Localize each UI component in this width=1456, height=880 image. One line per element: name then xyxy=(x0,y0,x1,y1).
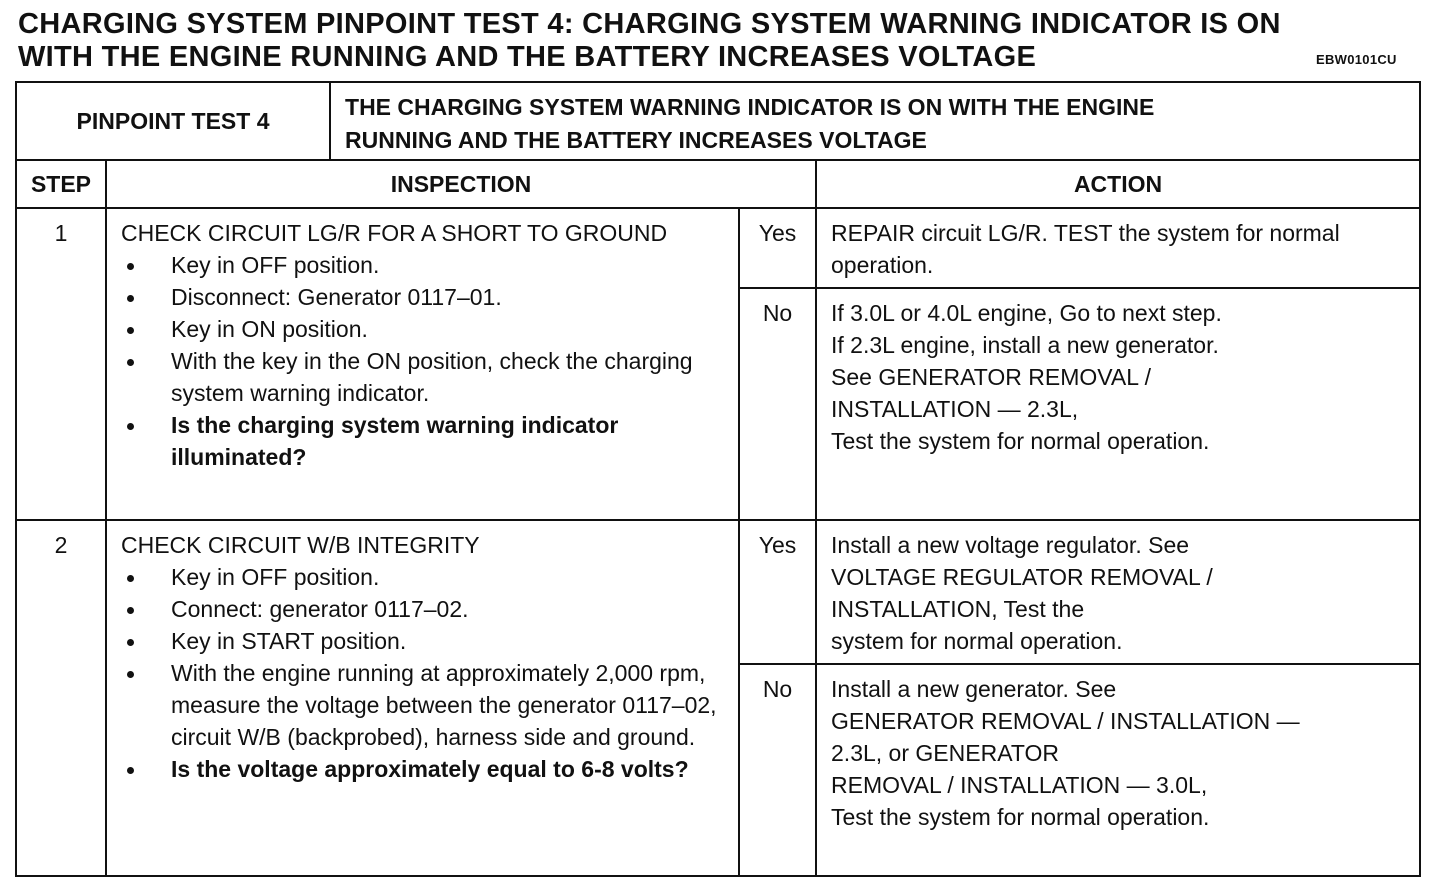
check-title: CHECK CIRCUIT LG/R FOR A SHORT TO GROUND xyxy=(121,220,668,246)
list-item: Connect: generator 0117–02. xyxy=(121,593,728,625)
inspection-question: Is the charging system warning indicator illuminated? xyxy=(121,409,728,473)
inspection-bullets xyxy=(121,561,728,785)
action-line: system for normal operation. xyxy=(831,628,1123,654)
action-line: REMOVAL / INSTALLATION — 3.0L, xyxy=(831,772,1208,798)
no-label: No xyxy=(739,664,816,876)
action-line: If 2.3L engine, install a new generator. xyxy=(831,332,1219,358)
list-item: Key in ON position. xyxy=(121,313,728,345)
action-line: VOLTAGE REGULATOR REMOVAL / xyxy=(831,564,1213,590)
yes-label: Yes xyxy=(739,520,816,664)
action-line: Test the system for normal operation. xyxy=(831,428,1210,454)
table-row xyxy=(16,520,1420,664)
list-item: Disconnect: Generator 0117–01. xyxy=(121,281,728,313)
page-title-line-1: CHARGING SYSTEM PINPOINT TEST 4: CHARGING SYSTEM WARNING INDICATOR IS ON xyxy=(18,8,1281,40)
list-item: With the key in the ON position, check the charging system warning indicator. xyxy=(121,345,728,409)
step-number: 1 xyxy=(16,208,106,520)
action-line: If 3.0L or 4.0L engine, Go to next step. xyxy=(831,300,1222,326)
pinpoint-test-label: PINPOINT TEST 4 xyxy=(16,82,330,160)
inspection-header: INSPECTION xyxy=(106,160,816,208)
action-line: Install a new generator. See xyxy=(831,676,1117,702)
inspection-question: Is the voltage approximately equal to 6-8 volts? xyxy=(121,753,728,785)
pinpoint-header-row xyxy=(16,82,1420,160)
list-item: With the engine running at approximately 2,000 rpm, measure the voltage between the generator 0117–02, circuit W/B (backprobed), harness side and ground. xyxy=(121,657,728,753)
table-row xyxy=(16,208,1420,288)
action-header: ACTION xyxy=(816,160,1420,208)
action-line: REPAIR circuit LG/R. TEST the system for normal operation. xyxy=(831,220,1340,278)
step-number: 2 xyxy=(16,520,106,876)
check-title: CHECK CIRCUIT W/B INTEGRITY xyxy=(121,532,480,558)
pinpoint-test-table xyxy=(15,81,1421,877)
list-item: Key in START position. xyxy=(121,625,728,657)
pinpoint-desc-line-2: RUNNING AND THE BATTERY INCREASES VOLTAGE xyxy=(345,127,927,153)
action-line: INSTALLATION — 2.3L, xyxy=(831,396,1079,422)
action-line: 2.3L, or GENERATOR xyxy=(831,740,1059,766)
pinpoint-test-description xyxy=(330,82,1420,160)
action-line: Install a new voltage regulator. See xyxy=(831,532,1190,558)
action-line: See GENERATOR REMOVAL / xyxy=(831,364,1151,390)
yes-action xyxy=(816,208,1420,288)
inspection-bullets xyxy=(121,249,728,473)
inspection-cell xyxy=(106,208,739,520)
action-line: Test the system for normal operation. xyxy=(831,804,1210,830)
column-header-row xyxy=(16,160,1420,208)
page-title xyxy=(18,8,1398,74)
step-header: STEP xyxy=(16,160,106,208)
action-line: INSTALLATION, Test the xyxy=(831,596,1085,622)
no-action xyxy=(816,288,1420,520)
page-title-line-2: WITH THE ENGINE RUNNING AND THE BATTERY INCREASES VOLTAGE xyxy=(18,41,1037,73)
no-action xyxy=(816,664,1420,876)
list-item: Key in OFF position. xyxy=(121,249,728,281)
inspection-cell xyxy=(106,520,739,876)
yes-action xyxy=(816,520,1420,664)
yes-label: Yes xyxy=(739,208,816,288)
document-code: EBW0101CU xyxy=(1316,52,1397,67)
pinpoint-desc-line-1: THE CHARGING SYSTEM WARNING INDICATOR IS ON WITH THE ENGINE xyxy=(345,94,1155,120)
list-item: Key in OFF position. xyxy=(121,561,728,593)
action-line: GENERATOR REMOVAL / INSTALLATION — xyxy=(831,708,1300,734)
no-label: No xyxy=(739,288,816,520)
